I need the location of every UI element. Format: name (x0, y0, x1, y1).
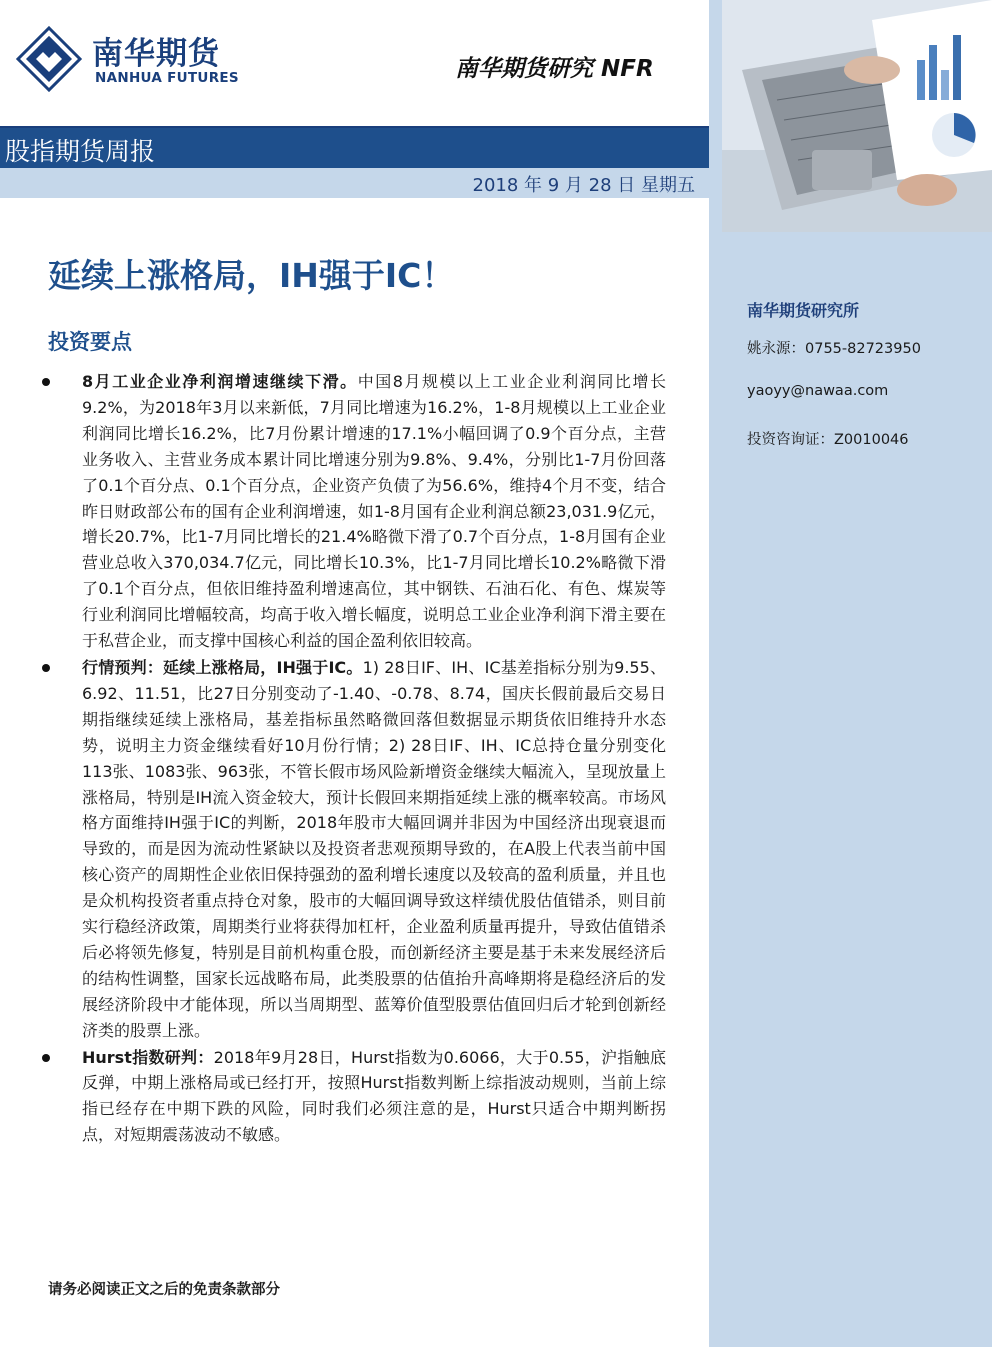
key-points-list (82, 369, 666, 1149)
brand-name-cn: 南华期货 (92, 36, 220, 72)
analyst-email: yaoyy@nawaa.com (747, 383, 889, 399)
brand-name-en: NANHUA FUTURES (95, 70, 239, 86)
cover-photo (722, 0, 992, 232)
report-type-bar (0, 128, 709, 168)
key-point-body: 2018年9月28日，Hurst指数为0.6066，大于0.55，沪指触底反弹，中期上涨格局或已经打开，按照Hurst指数判断上综指波动规则，当前上综指已经存在中期下跌的风险，同时我们必须注意的是，Hurst只适合中期判断拐点，对短期震荡波动不敏感。 (82, 1047, 666, 1145)
bullet-icon (42, 378, 50, 386)
key-point-lead: Hurst指数研判： (82, 1047, 214, 1067)
analyst-license: 投资咨询证：Z0010046 (747, 432, 909, 448)
key-point-lead: 8月工业企业净利润增速继续下滑。 (82, 372, 358, 391)
date-strip (0, 168, 709, 198)
report-date: 2018 年 9 月 28 日 星期五 (472, 175, 695, 196)
key-point (82, 1045, 666, 1149)
key-point (82, 655, 666, 1044)
key-point-lead: 行情预判：延续上涨格局，IH强于IC。 (82, 657, 363, 677)
disclaimer-note: 请务必阅读正文之后的免责条款部分 (48, 1282, 280, 1298)
bullet-icon (42, 1054, 50, 1062)
key-point-body: 1) 28日IF、IH、IC基差指标分别为9.55、6.92、11.51，比27日分别变动了-1.40、-0.78、8.74，国庆长假前最后交易日期指继续延续上涨格局，基差指标虽然略微回落但数据显示期货依旧维持升水态势，说明主力资金继续看好10月份行情；2) 28日IF、IH、IC总持仓量分别变化113张、1083张、963张，不管长假市场风险新增资金继续大幅流入，呈现放量上涨格局，特别是IH流入资金较大，预计长假回来期指延续上涨的概率较高。市场风格方面维持IH强于IC的判断，2018年股市大幅回调并非因为中国经济出现衰退而导致的，而是因为流动性紧缺以及投资者悲观预期导致的，在A股上代表当前中国核心资产的周期性企业依旧保持强劲的盈利增长速度以及较高的盈利质量，并且也是众机构投资者重点持仓对象，股市的大幅回调导致这样绩优股估值错杀，则目前实行稳经济政策，周期类行业将获得加杠杆，企业盈利质量再提升，导致估值错杀后必将领先修复，特别是目前机构重仓股，而创新经济主要是基于未来发展经济后的结构性调整，国家长远战略布局，此类股票的估值抬升高峰期将是稳经济后的发展经济阶段中才能体现，所以当周期型、蓝筹价值型股票估值回归后才轮到创新经济类的股票上涨。 (82, 657, 666, 1040)
logo (16, 26, 316, 96)
section-title: 投资要点 (48, 330, 132, 354)
research-institute: 南华期货研究所 (747, 301, 860, 320)
key-point (82, 369, 666, 654)
key-point-body: 中国8月规模以上工业企业利润同比增长9.2%，为2018年3月以来新低，7月同比增速为16.2%，1-8月规模以上工业企业利润同比增长16.2%，比7月份累计增速的17.1%小幅回调了0.9个百分点，主营业务收入、主营业务成本累计同比增速分别为9.8%、9.4%，分别比1-7月份回落了0.1个百分点、0.1个百分点，企业资产负债了为56.6%，维持4个月不变，结合昨日财政部公布的国有企业利润增速，如1-8月国有企业利润总额23,031.9亿元，增长20.7%，比1-7月同比增长的21.4%略微下滑了0.7个百分点，1-8月国有企业营业总收入370,034.7亿元，同比增长10.3%，比1-7月同比增长10.2%略微下滑了0.1个百分点，但依旧维持盈利增速高位，其中钢铁、石油石化、有色、煤炭等行业利润同比增幅较高，均高于收入增长幅度，说明总工业企业净利润下滑主要在于私营企业，而支撑中国核心利益的国企盈利依旧较高。 (82, 372, 666, 651)
report-type: 股指期货周报 (5, 137, 156, 166)
bullet-icon (42, 664, 50, 672)
logo-mark-icon (16, 26, 82, 92)
analyst-contact: 姚永源：0755-82723950 (747, 341, 921, 357)
headline: 延续上涨格局，IH强于IC！ (48, 256, 455, 295)
series-title: 南华期货研究 NFR (455, 56, 654, 82)
